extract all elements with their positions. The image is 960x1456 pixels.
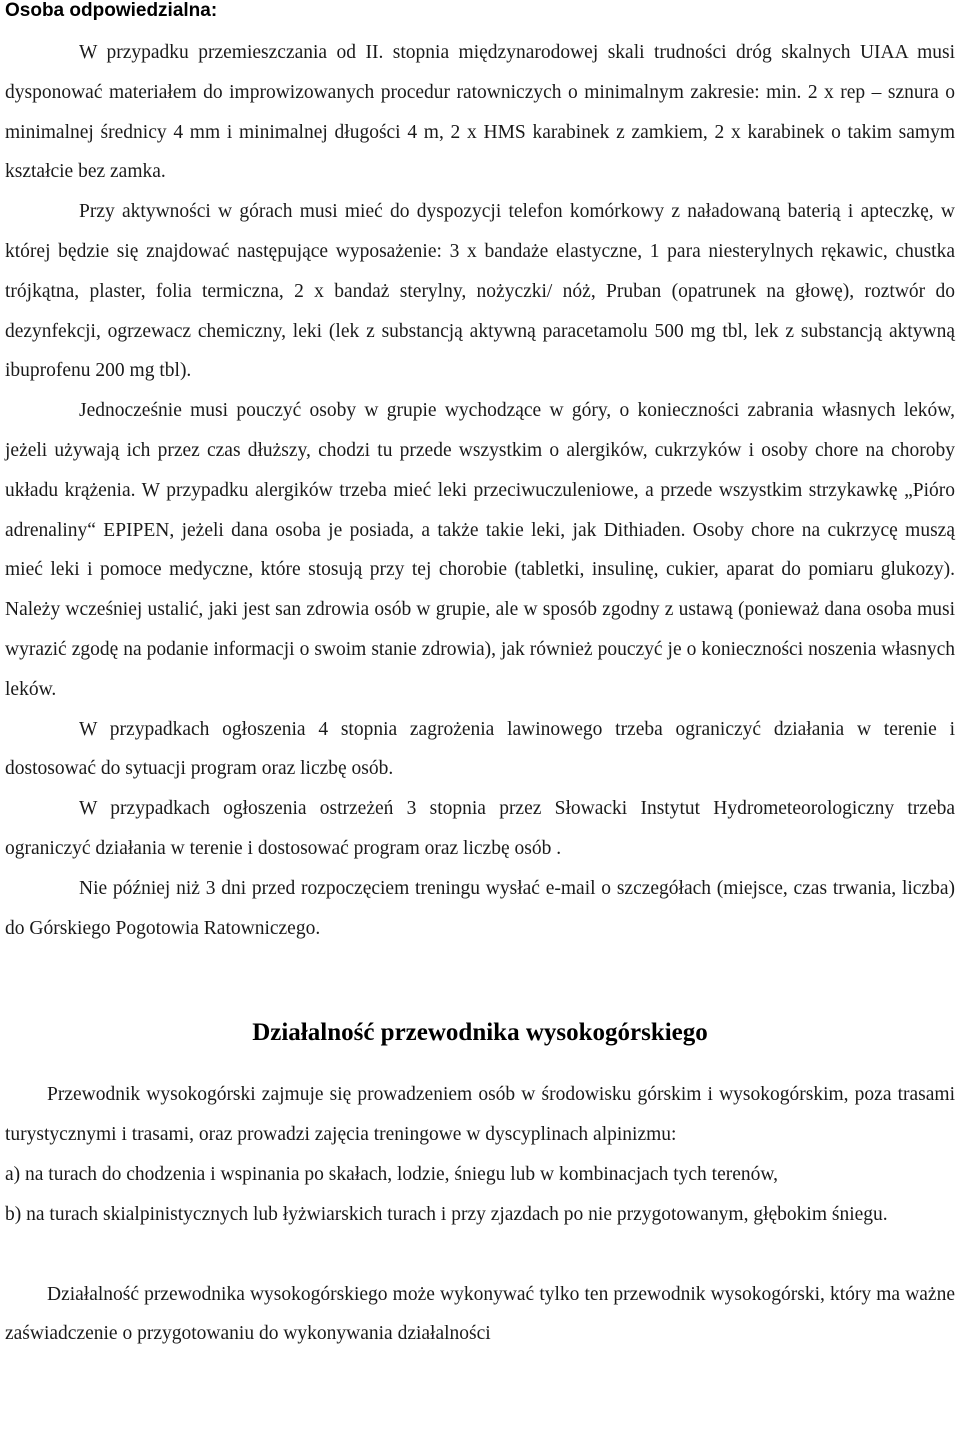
list-item-a: a) na turach do chodzenia i wspinania po skałach, lodzie, śniegu lub w kombinacjach tych terenów,	[5, 1163, 779, 1185]
section-title: Działalność przewodnika wysokogórskiego	[252, 1019, 708, 1047]
paragraph-guide-certificate: Działalność przewodnika wysokogórskiego może wykonywać tylko ten przewodnik wysokogórski, który ma ważne zaświadczenie o przygotowaniu do wykonywania działalności	[5, 1283, 955, 1345]
paragraph-avalanche-level: W przypadkach ogłoszenia 4 stopnia zagrożenia lawinowego trzeba ograniczyć działania w terenie i dostosować do sytuacji program oraz liczbę osób.	[5, 718, 955, 780]
paragraph-rescue-equipment: W przypadku przemieszczania od II. stopnia międzynarodowej skali trudności dróg skalnych UIAA musi dysponować materiałem do improwizowanych procedur ratowniczych o minimalnym zakresie: min. 2 x rep – sznura o minimalnej średnicy 4 mm i minimalnej długości 4 m, 2 x HMS karabinek z zamkiem, 2 x karabinek o takim samym kształcie bez zamka.	[5, 42, 955, 183]
paragraph-guide-intro: Przewodnik wysokogórski zajmuje się prowadzeniem osób w środowisku górskim i wysokogórskim, poza trasami turystycznymi i trasami, oraz prowadzi zajęcia treningowe w dyscyplinach alpinizmu:	[5, 1084, 955, 1146]
list-item-b: b) na turach skialpinistycznych lub łyżwiarskich turach i przy zjazdach po nie przygotowanym, głębokim śniegu.	[5, 1203, 888, 1225]
paragraph-first-aid-kit: Przy aktywności w górach musi mieć do dyspozycji telefon komórkowy z naładowaną baterią i apteczkę, w której będzie się znajdować następujące wyposażenie: 3 x bandaże elastyczne, 1 para niesterylnych rękawic, chustka trójkątna, plaster, folia termiczna, 2 x bandaż sterylny, nożyczki/ nóż, Pruban (opatrunek na głowę), roztwór do dezynfekcji, ogrzewacz chemiczny, leki (lek z substancją aktywną paracetamolu 500 mg tbl, lek z substancją aktywną ibuprofenu 200 mg tbl).	[5, 201, 955, 382]
responsible-person-heading: Osoba odpowiedzialna:	[5, 0, 218, 21]
document-page	[5, 0, 955, 1354]
paragraph-medication-instructions: Jednocześnie musi pouczyć osoby w grupie wychodzące w góry, o konieczności zabrania własnych leków, jeżeli używają ich przez czas dłuższy, chodzi tu przede wszystkim o alergików, cukrzyków i osoby chore na choroby układu krążenia. W przypadku alergików trzeba mieć leki przeciwuczuleniowe, a przede wszystkim strzykawkę „Pióro adrenaliny“ EPIPEN, jeżeli dana osoba je posiada, a także takie leki, jak Dithiaden. Osoby chore na cukrzycę muszą mieć leki i pomoce medyczne, które stosują przy tej chorobie (tabletki, insulinę, cukier, aparat do pomiaru glukozy). Należy wcześniej ustalić, jaki jest san zdrowia osób w grupie, ale w sposób zgodny z ustawą (ponieważ dana osoba musi wyrazić zgodę na podanie informacji o swoim stanie zdrowia), jak również pouczyć je o konieczności noszenia własnych leków.	[5, 400, 955, 700]
paragraph-weather-warnings: W przypadkach ogłoszenia ostrzeżeń 3 stopnia przez Słowacki Instytut Hydrometeorologiczny trzeba ograniczyć działania w terenie i dostosować program oraz liczbę osób .	[5, 798, 955, 859]
paragraph-email-notice: Nie później niż 3 dni przed rozpoczęciem treningu wysłać e-mail o szczegółach (miejsce, czas trwania, liczba) do Górskiego Pogotowia Ratowniczego.	[5, 877, 955, 939]
